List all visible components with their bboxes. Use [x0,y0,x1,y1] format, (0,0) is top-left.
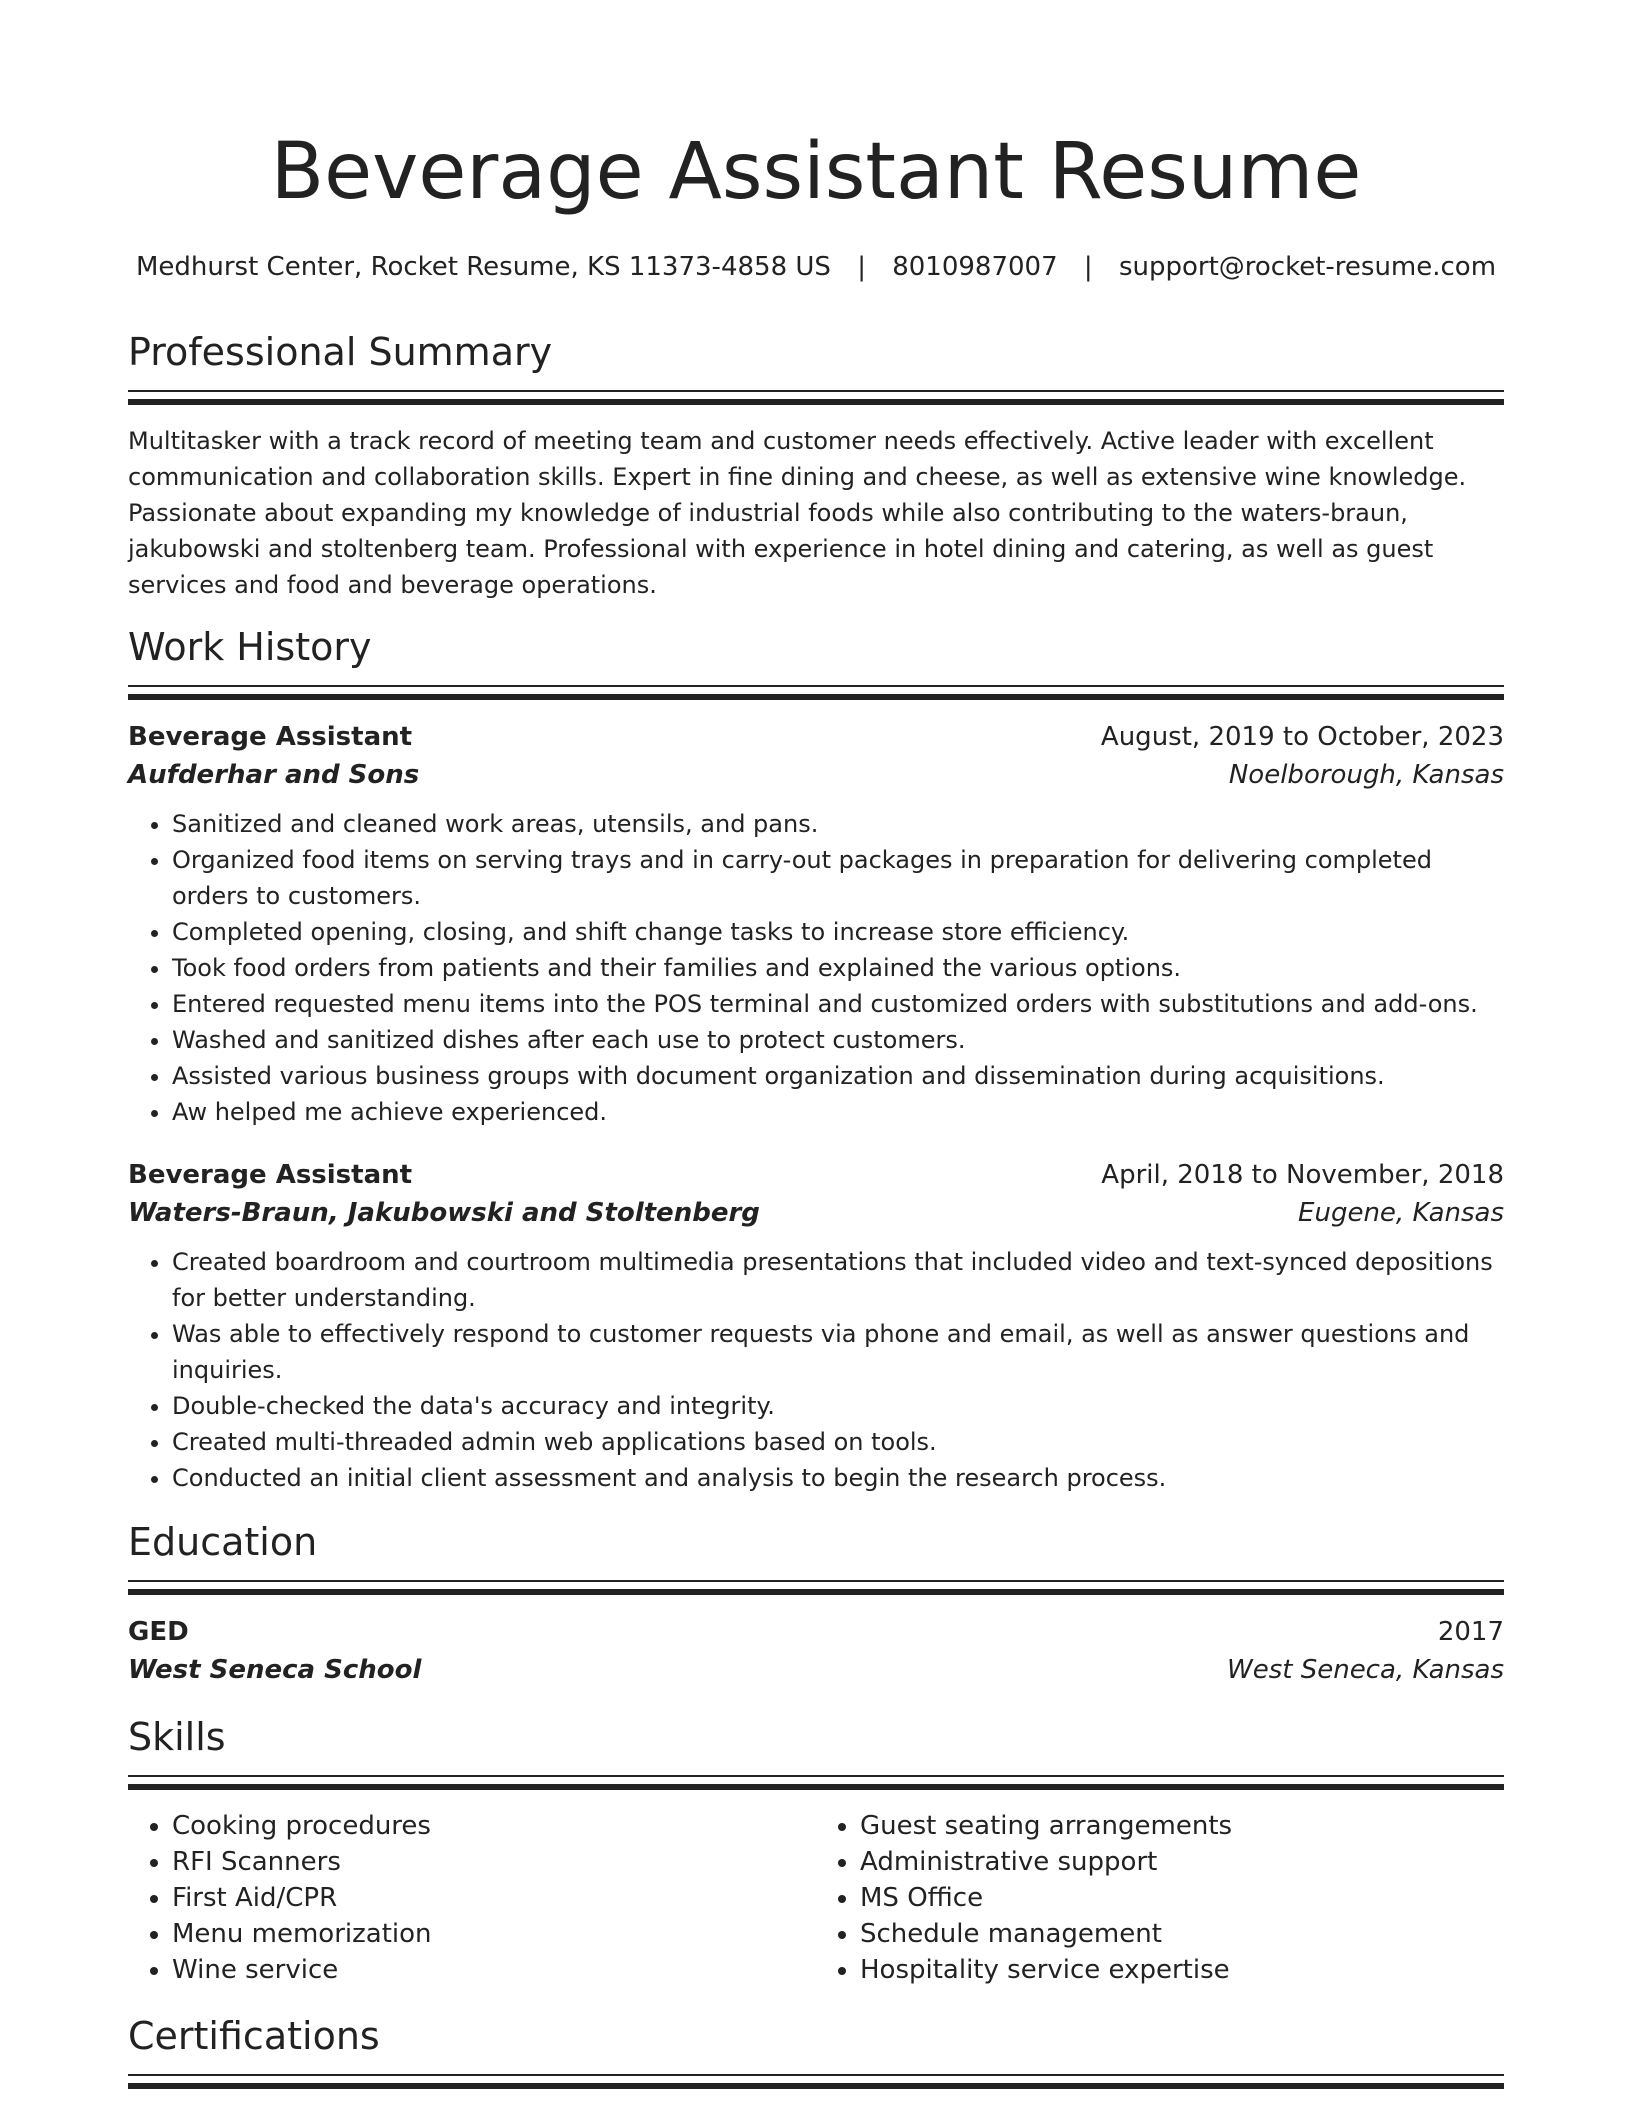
contact-phone: 8010987007 [892,252,1058,282]
contact-email: support@rocket-resume.com [1118,252,1497,282]
list-item: • Wine service [172,1952,816,1988]
list-item: • Completed opening, closing, and shift change tasks to increase store efficiency. [172,914,1504,950]
job-bullets [128,806,1504,1130]
contact-separator: | [1083,252,1093,282]
skills-section [128,1711,1504,1988]
job-dates: April, 2018 to November, 2018 [1101,1160,1504,1190]
list-item: • RFI Scanners [172,1844,816,1880]
list-item: • Assisted various business groups with document organization and dissemination during acquisitions. [172,1058,1504,1094]
list-item: • Cooking procedures [172,1808,816,1844]
contact-line [128,250,1504,284]
contact-separator: | [857,252,866,282]
graduation-year: 2017 [1437,1617,1504,1647]
list-item: • Conducted an initial client assessment and analysis to begin the research process. [172,1460,1504,1496]
summary-text: Multitasker with a track record of meeting team and customer needs effectively. Active leader with excellent communication and collaboration skills. Expert in fine dining and cheese, as well as extensive wine knowledge. Passionate about expanding my knowledge of industrial foods while also contributing to the waters-braun, jakubowski and stoltenberg team. Professional with experience in hotel dining and catering, as well as guest services and food and beverage operations. [128,427,1467,599]
section-divider [128,685,1504,700]
certifications-section [128,2010,1504,2089]
section-heading: Professional Summary [128,330,553,374]
list-item: • Administrative support [860,1844,1504,1880]
job-company: Aufderhar and Sons [128,760,420,790]
list-item: • Created multi-threaded admin web applications based on tools. [172,1424,1504,1460]
school-location: West Seneca, Kansas [1227,1655,1504,1685]
job-bullets [128,1244,1504,1496]
job-title: Beverage Assistant [128,722,413,752]
list-item: • Washed and sanitized dishes after each use to protect customers. [172,1022,1504,1058]
list-item: • Schedule management [860,1916,1504,1952]
list-item: • Menu memorization [172,1916,816,1952]
list-item: • Took food orders from patients and their families and explained the various options. [172,950,1504,986]
list-item: • Entered requested menu items into the POS terminal and customized orders with substitutions and add-ons. [172,986,1504,1022]
section-heading: Education [128,1520,318,1564]
education-section [128,1516,1504,1689]
job-title: Beverage Assistant [128,1160,413,1190]
summary-section [128,326,1504,603]
section-heading: Work History [128,625,372,669]
degree: GED [128,1617,189,1647]
section-heading: Skills [128,1715,226,1759]
job-company: Waters-Braun, Jakubowski and Stoltenberg [128,1198,760,1228]
skills-grid [128,1808,1504,1988]
list-item: • Was able to effectively respond to customer requests via phone and email, as well as answer questions and inquiries. [172,1316,1504,1388]
list-item: • MS Office [860,1880,1504,1916]
list-item: • Hospitality service expertise [860,1952,1504,1988]
section-divider [128,2074,1504,2089]
school-name: West Seneca School [128,1655,422,1685]
work-history-section [128,621,1504,1496]
job-dates: August, 2019 to October, 2023 [1100,722,1504,752]
section-heading: Certifications [128,2014,380,2058]
skills-column-left [128,1808,816,1988]
section-divider [128,390,1504,405]
skills-column-right [816,1808,1504,1988]
contact-address: Medhurst Center, Rocket Resume, KS 11373-4858 US [135,252,831,282]
list-item: • Double-checked the data's accuracy and integrity. [172,1388,1504,1424]
resume-title: Beverage Assistant Resume [270,127,1362,217]
job-location: Eugene, Kansas [1298,1198,1504,1228]
list-item: • Aw helped me achieve experienced. [172,1094,1504,1130]
list-item: • First Aid/CPR [172,1880,816,1916]
job-entry [128,1156,1504,1496]
section-divider [128,1775,1504,1790]
list-item: • Organized food items on serving trays and in carry-out packages in preparation for delivering completed orders to customers. [172,842,1504,914]
section-divider [128,1580,1504,1595]
list-item: • Sanitized and cleaned work areas, utensils, and pans. [172,806,1504,842]
list-item: • Created boardroom and courtroom multimedia presentations that included video and text-synced depositions for better understanding. [172,1244,1504,1316]
job-location: Noelborough, Kansas [1228,760,1504,790]
list-item: • Guest seating arrangements [860,1808,1504,1844]
job-entry [128,718,1504,1130]
